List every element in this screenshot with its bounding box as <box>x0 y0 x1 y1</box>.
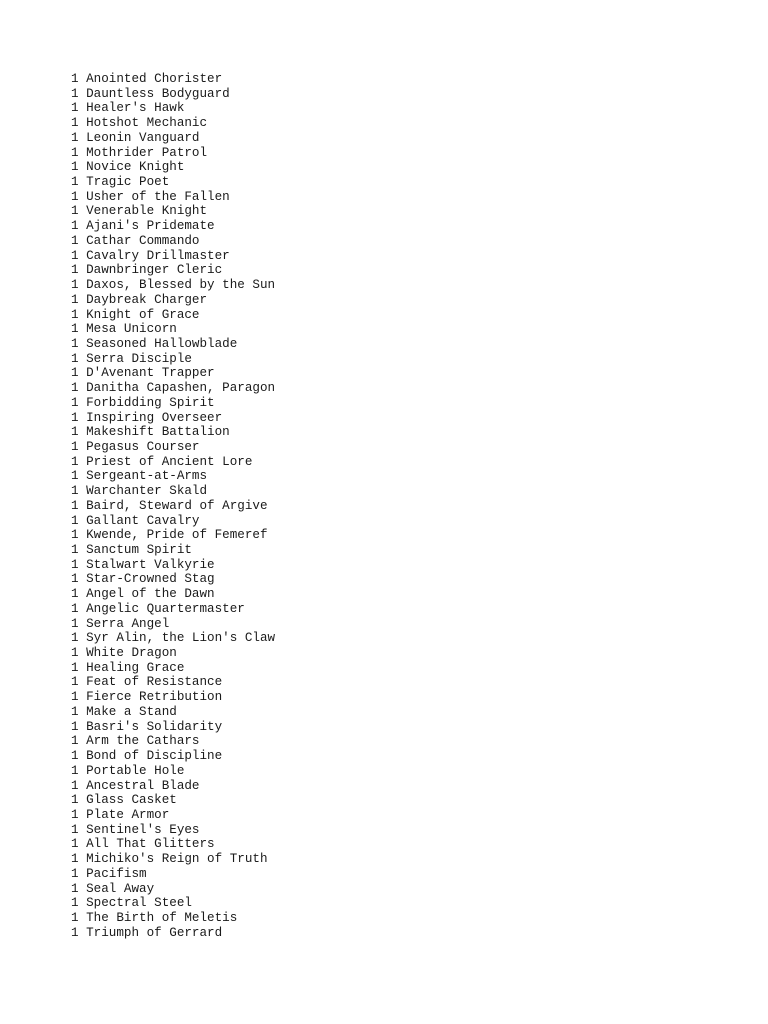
card-name: Anointed Chorister <box>86 72 223 86</box>
deck-list-item <box>71 543 275 558</box>
card-name: Serra Angel <box>86 616 170 631</box>
card-quantity: 1 <box>71 336 79 351</box>
card-quantity: 1 <box>71 749 79 764</box>
card-quantity: 1 <box>71 278 79 293</box>
card-name: Baird, Steward of Argive <box>86 498 268 513</box>
card-quantity: 1 <box>71 101 79 116</box>
card-name: The Birth of Meletis <box>86 910 238 925</box>
card-quantity: 1 <box>71 72 79 86</box>
card-quantity: 1 <box>71 498 79 513</box>
card-name: Basri's Solidarity <box>86 719 223 734</box>
deck-list-item <box>71 116 275 131</box>
deck-list-item <box>71 278 275 293</box>
card-quantity: 1 <box>71 292 79 307</box>
card-name: Forbidding Spirit <box>86 395 215 410</box>
card-name: Michiko's Reign of Truth <box>86 852 268 867</box>
card-quantity: 1 <box>71 660 79 675</box>
card-quantity: 1 <box>71 631 79 646</box>
card-name: Syr Alin, the Lion's Claw <box>86 631 276 646</box>
card-name: Daybreak Charger <box>86 292 208 307</box>
card-quantity: 1 <box>71 601 79 616</box>
deck-list-item <box>71 852 275 867</box>
deck-list-item <box>71 646 275 661</box>
card-name: Danitha Capashen, Paragon <box>86 381 276 396</box>
card-name: Mothrider Patrol <box>86 145 208 160</box>
card-name: Seal Away <box>86 881 155 896</box>
card-name: Sanctum Spirit <box>86 543 192 557</box>
deck-list-item <box>71 455 275 470</box>
deck-list-item <box>71 308 275 323</box>
card-quantity: 1 <box>71 204 79 219</box>
card-quantity: 1 <box>71 763 79 778</box>
deck-list-item <box>71 617 275 632</box>
card-name: Make a Stand <box>86 704 177 719</box>
card-quantity: 1 <box>71 410 79 425</box>
deck-list-item <box>71 896 275 911</box>
card-quantity: 1 <box>71 616 79 631</box>
card-name: Sentinel's Eyes <box>86 822 200 837</box>
deck-list-item <box>71 808 275 823</box>
card-name: Healing Grace <box>86 660 185 675</box>
card-name: Cavalry Drillmaster <box>86 248 230 263</box>
deck-list-item <box>71 602 275 617</box>
card-quantity: 1 <box>71 86 79 101</box>
card-quantity: 1 <box>71 719 79 734</box>
deck-list-item <box>71 587 275 602</box>
card-name: Feat of Resistance <box>86 675 223 690</box>
card-name: Kwende, Pride of Femeref <box>86 528 268 543</box>
card-quantity: 1 <box>71 484 79 499</box>
card-name: Mesa Unicorn <box>86 322 177 337</box>
deck-list-item <box>71 440 275 455</box>
deck-list-item <box>71 101 275 116</box>
card-quantity: 1 <box>71 395 79 410</box>
card-quantity: 1 <box>71 910 79 925</box>
card-quantity: 1 <box>71 381 79 396</box>
card-name: Warchanter Skald <box>86 484 208 499</box>
card-quantity: 1 <box>71 233 79 248</box>
card-name: Cathar Commando <box>86 233 200 248</box>
deck-list-item <box>71 352 275 367</box>
deck-list-item <box>71 411 275 426</box>
card-quantity: 1 <box>71 248 79 263</box>
card-quantity: 1 <box>71 130 79 145</box>
deck-list-item <box>71 720 275 735</box>
card-name: Ancestral Blade <box>86 778 200 793</box>
card-name: Arm the Cathars <box>86 734 200 749</box>
deck-list-item <box>71 381 275 396</box>
deck-list-item <box>71 705 275 720</box>
card-name: Star-Crowned Stag <box>86 572 215 587</box>
deck-list-item <box>71 837 275 852</box>
card-quantity: 1 <box>71 793 79 808</box>
card-name: Daxos, Blessed by the Sun <box>86 278 276 293</box>
card-name: Makeshift Battalion <box>86 425 230 440</box>
deck-list-item <box>71 234 275 249</box>
card-quantity: 1 <box>71 528 79 543</box>
card-name: Glass Casket <box>86 793 177 808</box>
card-quantity: 1 <box>71 837 79 852</box>
card-quantity: 1 <box>71 852 79 867</box>
card-name: Stalwart Valkyrie <box>86 557 215 572</box>
card-quantity: 1 <box>71 675 79 690</box>
card-quantity: 1 <box>71 646 79 661</box>
deck-list-item <box>71 793 275 808</box>
deck-list-item <box>71 675 275 690</box>
card-quantity: 1 <box>71 189 79 204</box>
deck-list-item <box>71 926 275 941</box>
deck-list-item <box>71 499 275 514</box>
card-name: Spectral Steel <box>86 896 192 911</box>
card-name: Tragic Poet <box>86 175 170 190</box>
card-name: Dauntless Bodyguard <box>86 86 230 101</box>
card-quantity: 1 <box>71 175 79 190</box>
deck-list-item <box>71 558 275 573</box>
card-quantity: 1 <box>71 366 79 381</box>
card-name: Triumph of Gerrard <box>86 925 223 940</box>
deck-list-item <box>71 631 275 646</box>
card-name: Usher of the Fallen <box>86 189 230 204</box>
card-name: Healer's Hawk <box>86 101 185 116</box>
deck-list-item <box>71 764 275 779</box>
deck-list-item <box>71 87 275 102</box>
card-name: Dawnbringer Cleric <box>86 263 223 278</box>
card-name: White Dragon <box>86 646 177 661</box>
card-quantity: 1 <box>71 543 79 557</box>
card-name: Hotshot Mechanic <box>86 116 208 131</box>
deck-list-item <box>71 572 275 587</box>
deck-list-item <box>71 204 275 219</box>
deck-list-item <box>71 146 275 161</box>
deck-list-item <box>71 293 275 308</box>
card-name: Leonin Vanguard <box>86 130 200 145</box>
card-name: Novice Knight <box>86 160 185 175</box>
card-quantity: 1 <box>71 454 79 469</box>
card-name: Angel of the Dawn <box>86 587 215 602</box>
card-quantity: 1 <box>71 116 79 131</box>
deck-list-item <box>71 528 275 543</box>
deck-list-item <box>71 425 275 440</box>
card-name: Fierce Retribution <box>86 690 223 705</box>
card-quantity: 1 <box>71 322 79 337</box>
card-name: Pacifism <box>86 866 147 881</box>
deck-list-item <box>71 131 275 146</box>
card-quantity: 1 <box>71 572 79 587</box>
card-quantity: 1 <box>71 513 79 528</box>
deck-list-item <box>71 514 275 529</box>
card-name: Inspiring Overseer <box>86 410 223 425</box>
deck-list-item <box>71 749 275 764</box>
card-quantity: 1 <box>71 704 79 719</box>
deck-list-item <box>71 690 275 705</box>
deck-list-item <box>71 779 275 794</box>
card-quantity: 1 <box>71 587 79 602</box>
deck-list-item <box>71 867 275 882</box>
card-name: Pegasus Courser <box>86 439 200 454</box>
deck-list-item <box>71 190 275 205</box>
deck-list-item <box>71 366 275 381</box>
card-name: Ajani's Pridemate <box>86 219 215 234</box>
deck-list-item <box>71 396 275 411</box>
card-name: All That Glitters <box>86 837 215 852</box>
card-name: Seasoned Hallowblade <box>86 336 238 351</box>
deck-list-item <box>71 219 275 234</box>
card-quantity: 1 <box>71 690 79 705</box>
card-quantity: 1 <box>71 734 79 749</box>
card-quantity: 1 <box>71 822 79 837</box>
deck-list-item <box>71 249 275 264</box>
card-quantity: 1 <box>71 778 79 793</box>
card-quantity: 1 <box>71 896 79 911</box>
card-name: Portable Hole <box>86 763 185 778</box>
card-name: Venerable Knight <box>86 204 208 219</box>
deck-list-item <box>71 337 275 352</box>
card-name: Plate Armor <box>86 807 170 822</box>
deck-list-item <box>71 734 275 749</box>
deck-list <box>71 72 275 940</box>
card-quantity: 1 <box>71 866 79 881</box>
card-name: Angelic Quartermaster <box>86 601 245 616</box>
deck-list-item <box>71 72 275 87</box>
card-quantity: 1 <box>71 807 79 822</box>
card-name: Knight of Grace <box>86 307 200 322</box>
card-quantity: 1 <box>71 557 79 572</box>
card-quantity: 1 <box>71 425 79 440</box>
card-name: Serra Disciple <box>86 351 192 366</box>
deck-list-item <box>71 160 275 175</box>
card-quantity: 1 <box>71 263 79 278</box>
deck-list-item <box>71 661 275 676</box>
deck-list-item <box>71 882 275 897</box>
card-quantity: 1 <box>71 307 79 322</box>
card-name: Priest of Ancient Lore <box>86 454 253 469</box>
card-quantity: 1 <box>71 351 79 366</box>
deck-list-item <box>71 322 275 337</box>
card-quantity: 1 <box>71 439 79 454</box>
deck-list-item <box>71 469 275 484</box>
card-quantity: 1 <box>71 219 79 234</box>
deck-list-item <box>71 823 275 838</box>
deck-list-item <box>71 911 275 926</box>
card-quantity: 1 <box>71 145 79 160</box>
card-quantity: 1 <box>71 881 79 896</box>
deck-list-item <box>71 484 275 499</box>
deck-list-item <box>71 175 275 190</box>
card-name: Bond of Discipline <box>86 749 223 764</box>
card-name: Sergeant-at-Arms <box>86 469 208 484</box>
card-quantity: 1 <box>71 469 79 484</box>
deck-list-item <box>71 263 275 278</box>
card-quantity: 1 <box>71 160 79 175</box>
card-quantity: 1 <box>71 925 79 940</box>
card-name: Gallant Cavalry <box>86 513 200 528</box>
card-name: D'Avenant Trapper <box>86 366 215 381</box>
